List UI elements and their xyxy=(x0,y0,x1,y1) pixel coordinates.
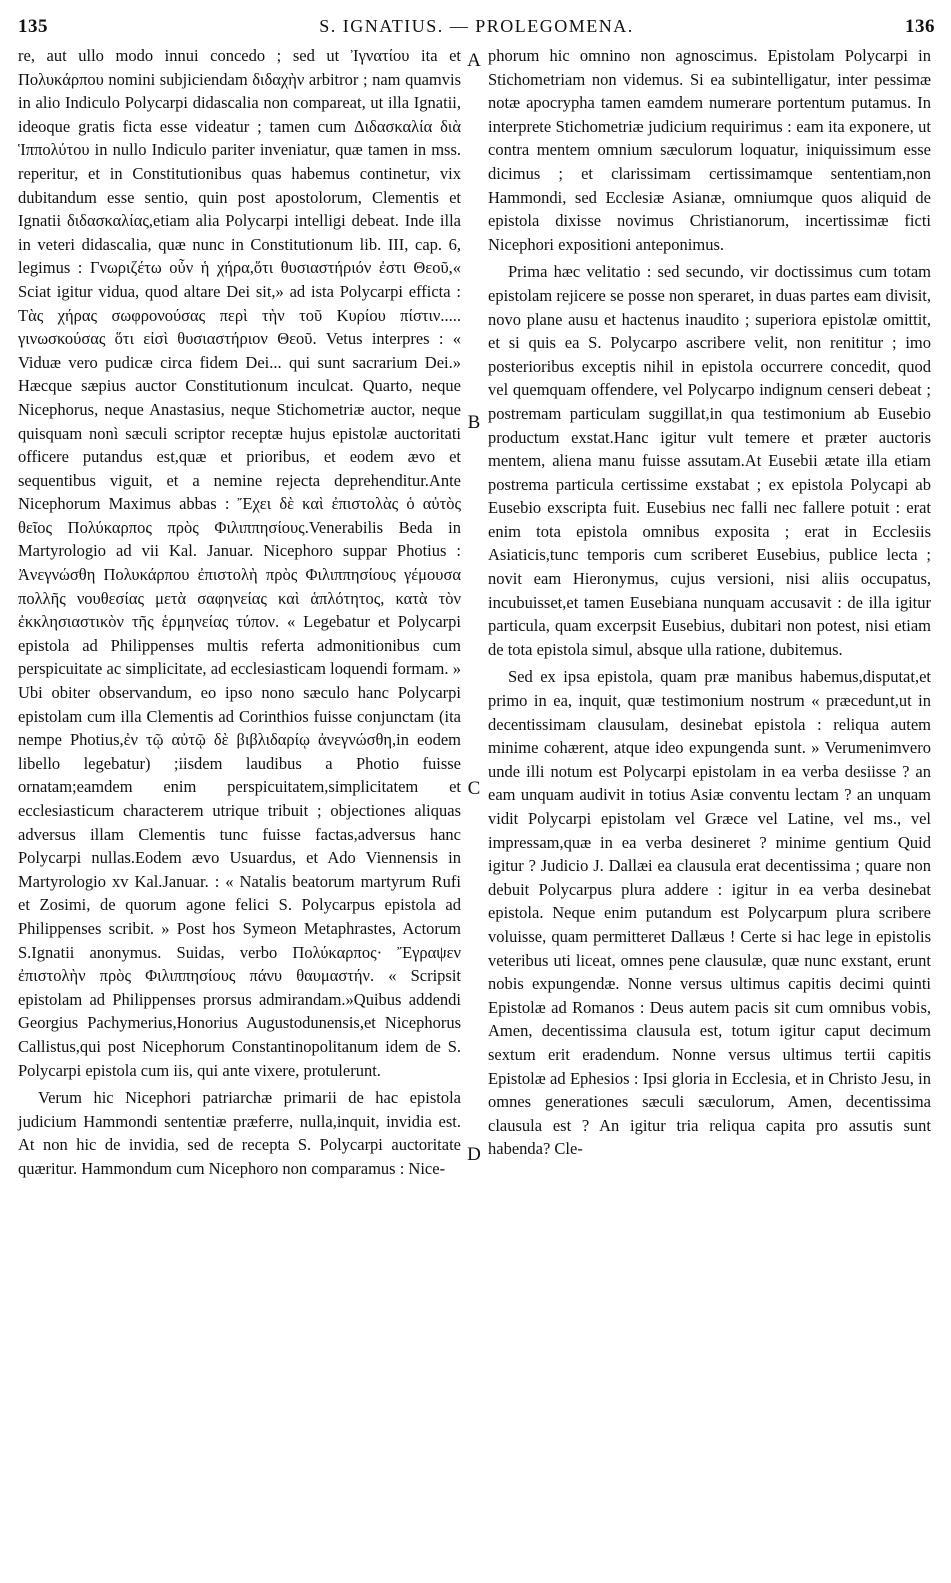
margin-marker-d: D xyxy=(467,1144,481,1165)
page-number-right: 136 xyxy=(905,16,935,37)
left-column xyxy=(18,44,461,1181)
right-column xyxy=(488,44,931,1161)
right-paragraph: Prima hæc velitatio : sed secundo, vir doctissimus cum totam epistolam rejicere se posse non speraret, in duas partes eam divisit, novo plane ausu et hactenus inaudito ; superiora epistolæ omittit, et si quis ea S. Polycarpo ascribere velit, non renititur ; imo posterioribus exceptis nihil in epistola occurrere concedit, quod vel quemquam offendere, vel Polycarpo indignum censeri debeat ; postremam particulam suggillat,in qua testimonium ab Eusebio productum exstat.Hanc igitur vult temere et præter auctoris mentem, aliena manu fuisse assutam.At Eusebii ætate illa etiam postrema particula certissime exstabat ; ex epistola Polycapi ab Eusebio exscripta fuit. Eusebius nec falli nec fallere potuit : erat enim tota epistola omnibus exposita ; erat in Ecclesiis Asiaticis,tunc temporis cum scriberet Eusebius, publice lecta ; novit eam Hieronymus, cujus versioni, nisi aliis occupatus, incubuisset,et tamen Eusebiana nunquam accusavit : de illa igitur particula, quam excerpsit Eusebius, dubitari non potest, nisi etiam de tota epistola simul, absque ulla ratione, dubitemus. xyxy=(488,262,931,659)
margin-marker-b: B xyxy=(467,412,481,433)
left-paragraph: re, aut ullo modo innui concedo ; sed ut Ἰγνατίου ita et Πολυκάρπου nomini subjiciendam διδαχὴν arbitror ; nam quamvis in alio Indiculo Polycarpi didascalia non compareat, ut illa Ignatii, ideoque gratis ficta esse videatur ; tamen cum Διδασκαλία διὰ Ἱππολύτου in nullo Indiculo pariter inveniatur, quæ tamen in mss. reperitur, et in Constitutionibus quas habemus continetur, vix dubitandum esse sentio, quin post apostolorum, Clementis et Ignatii διδασκαλίας,etiam alia Polycarpi intelligi debeat. Inde illa in veteri didascalia, quæ nunc in Constitutionum lib. III, cap. 6, legimus : Γνωριζέτω οὖν ἡ χήρα,ὅτι θυσιαστήριόν ἐστι Θεοῦ,« Sciat igitur vidua, quod altare Dei sit,» ad ista Polycarpi efficta : Τὰς χήρας σωφρονούσας περὶ τὴν τοῦ Κυρίου πίστιν..... γινωσκούσας ὅτι εἰσὶ θυσιαστήριον Θεοῦ. Vetus interpres : « Viduæ vero pudicæ circa fidem Dei... qui sunt sacrarium Dei.» Hæcque sæpius auctor Constitutionum inculcat. Quarto, neque Nicephorus, neque Anastasius, neque Stichometriæ auctor, neque quisquam nonì sæculi scriptor receptæ hujus epistolæ auctoritati officere putandus est,quæ et prioribus, et eodem ævo et sequentibus viguit, et a nemine rejecta deprehenditur.Ante Nicephorum Maximus abbas : Ἔχει δὲ καὶ ἐπιστολὰς ὁ αὐτὸς θεῖος Πολύκαρπος πρὸς Φιλιππησίους.Venerabilis Beda in Martyrologio ad vii Kal. Januar. Nicephoro suppar Photius : Ἀνεγνώσθη Πολυκάρπου ἐπιστολὴ πρὸς Φιλιππησίους γέμουσα πολλῆς νουθεσίας μετὰ σαφηνείας καὶ ἁπλότητος, κατὰ τὸν ἐκκλησιαστικὸν τῆς ἑρμηνείας τύπον. « Legebatur et Polycarpi epistola ad Philippenses multis referta admonitionibus cum perspicuitate ac simplicitate, ad ecclesiasticam loquendi formam. » Ubi obiter observandum, eo ipso nono sæculo hanc Polycarpi epistolam cum illa Clementis ad Corinthios fuisse conjunctam (ita nempe Photius,ἐν τῷ αὐτῷ δὲ βιβλιδαρίῳ ἀνεγνώσθη,in eodem libello legebatur) ;iisdem laudibus a Photio fuisse ornatam;eamdem enim perspicuitatem,simplicitatem et ecclesiasticum characterem utrique tribuit ; objectiones aliquas adversus illam Clementis tunc fuisse factas,adversus hanc Polycarpi nullas.Eodem ævo Usuardus, et Ado Viennensis in Martyrologio xv Kal.Januar. : « Natalis beatorum martyrum Rufi et Zosimi, de quorum agone felici S. Polycarpus epistola ad Philippenses scribit. » Post hos Symeon Metaphrastes, Actorum S.Ignatii anonymus. Suidas, verbo Πολύκαρπος· Ἔγραψεν ἐπιστολὴν πρὸς Φιλιππησίους πάνυ θαυμαστήν. « Scripsit epistolam ad Philippenses prorsus admirandam.»Quibus addendi Georgius Pachymerius,Honorius Augustodunensis,et Nicephorus Callistus,qui post Nicephorum Constantinopolitanum idem de S. Polycarpi epistola cum iis, qui ante vixere, protulerunt. xyxy=(18,46,461,1080)
margin-marker-a: A xyxy=(467,50,481,71)
page-header xyxy=(18,6,935,42)
left-paragraph: Verum hic Nicephori patriarchæ primarii de hac epistola judicium Hammondi sententiæ præferre, nulla,inquit, invidia est. At non hic de invidia, sed de recepta S. Polycarpi auctoritate quæritur. Hammondum cum Nicephoro non comparamus : Nice- xyxy=(18,1088,461,1178)
page-number-left: 135 xyxy=(18,16,48,37)
right-paragraph: Sed ex ipsa epistola, quam præ manibus habemus,disputat,et primo in ea, inquit, quæ testimonium nostrum « præcedunt,ut in decentissimam clausulam, desinebat epistola : reliqua autem minime cohærent, atque ideo expungenda sunt. » Verumenimvero unde illi notum est Polycarpi epistolam in ea verba desiisse ? an eam unquam audivit in totius Asiæ conventu lectam ? an unquam vidit Polycarpi epistolam vel Græce vel Latine, vel ms., vel impressam,quæ in ea verba desineret ? minime gentium Quid igitur ? Judicio J. Dallæi ea clausula erat decentissima ; quare non debuit Polycarpus plura addere : igitur in ea verba desinebat epistola. Neque enim putandum est Polycarpum plura scribere voluisse, quam permitteret Dallæus ! Certe si hac lege in epistolis veteribus uti liceat, omnes pene clausulæ, quæ nunc exstant, erunt nobis expungendæ. Nonne versus ultimus capitis decimi quinti Epistolæ ad Romanos : Deus autem pacis sit cum omnibus vobis, Amen, decentissima clausula est, totum igitur caput decimum sextum erit eradendum. Nonne versus ultimus tertii capitis Epistolæ ad Ephesios : Ipsi gloria in Ecclesia, et in Christo Jesu, in omnes generationes sæculi sæculorum, Amen, decentissima clausula est ? An igitur tria reliqua capita pro assutis sunt habenda? Cle- xyxy=(488,667,931,1159)
margin-marker-c: C xyxy=(467,778,481,799)
running-title: S. IGNATIUS. — PROLEGOMENA. xyxy=(319,16,634,36)
right-paragraph: phorum hic omnino non agnoscimus. Epistolam Polycarpi in Stichometriam non videmus. Si ea subintelligatur, inter pessimæ notæ apocrypha tamen eamdem numerare portentum putamus. In interprete Stichometriæ judicium requirimus : eam ita exponere, ut contra mentem omnium sæculorum loquatur, iniquissimum esse dicimus ; et clarissimam certissimamque sententiam,non Hammondi, sed Ecclesiæ Asianæ, omniumque quos aliquid de epistola dixisse novimus Christianorum, incertissimæ ficti Nicephori expositioni anteponimus. xyxy=(488,46,931,254)
